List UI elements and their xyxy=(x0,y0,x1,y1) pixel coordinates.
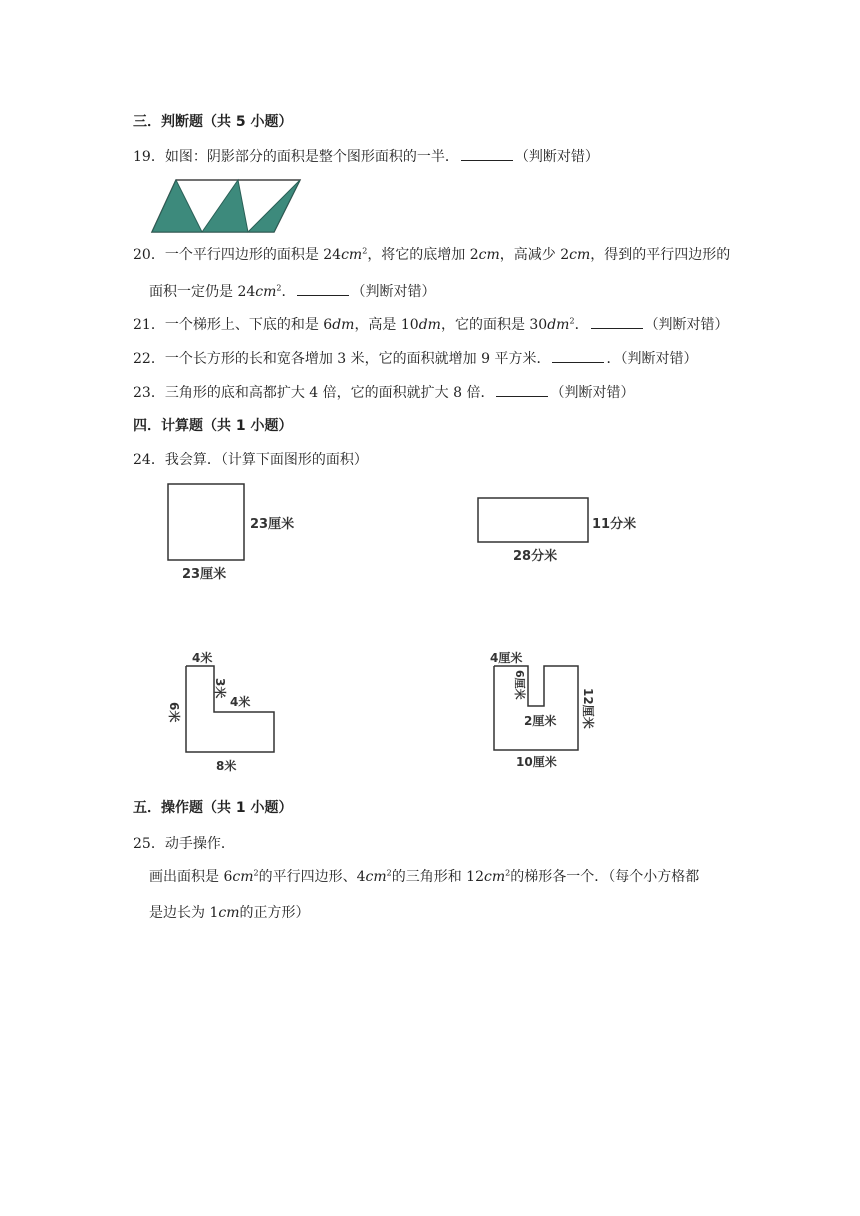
u-inner-horizontal-label: 2厘米 xyxy=(524,714,557,728)
l-top-label: 4米 xyxy=(192,651,213,665)
rectangle-side-label: 11分米 xyxy=(592,517,637,532)
answer-blank-23[interactable] xyxy=(496,382,548,397)
question-21: 21．一个梯形上、下底的和是 6dm，高是 10dm，它的面积是 $30dm^2$． （判断对错） xyxy=(133,314,729,335)
question-25-line-1: 画出面积是 $6cm^2$的平行四边形、$4cm^2$的三角形和 $12cm^2$的梯形各一个．（每个小方格都 xyxy=(149,868,700,885)
square-figure xyxy=(160,478,340,588)
section-heading-calc: 四．计算题（共 1 小题） xyxy=(133,418,293,434)
square-bottom-label: 23厘米 xyxy=(182,567,227,582)
l-left-label: 6米 xyxy=(167,702,181,723)
question-20-line-1: 20．一个平行四边形的面积是 $24cm^2$，将它的底增加 2cm，高减少 2cm，得到的平行四边形的 xyxy=(133,246,731,263)
l-shape-figure xyxy=(160,648,300,778)
answer-blank-21[interactable] xyxy=(591,314,643,329)
parallelogram-figure xyxy=(150,178,302,234)
answer-blank-19[interactable] xyxy=(461,146,513,161)
question-19: 19．如图：阴影部分的面积是整个图形面积的一半． （判断对错） xyxy=(133,146,599,167)
u-bottom-label: 10厘米 xyxy=(516,755,557,769)
question-20-line-2: 面积一定仍是 $24cm^2$． （判断对错） xyxy=(149,281,435,302)
question-23: 23．三角形的底和高都扩大 4 倍，它的面积就扩大 8 倍． （判断对错） xyxy=(133,382,634,403)
question-22: 22．一个长方形的长和宽各增加 3 米，它的面积就增加 9 平方米． ．（判断对错） xyxy=(133,348,697,369)
u-right-label: 12厘米 xyxy=(581,688,595,729)
section-heading-judge: 三．判断题（共 5 小题） xyxy=(133,114,293,130)
u-top-label: 4厘米 xyxy=(490,651,523,665)
rectangle-bottom-label: 28分米 xyxy=(513,549,558,564)
u-shape-figure xyxy=(486,648,626,773)
question-24: 24．我会算．（计算下面图形的面积） xyxy=(133,452,368,468)
l-inner-vertical-label: 3米 xyxy=(213,678,227,699)
l-bottom-label: 8米 xyxy=(216,759,237,773)
square-side-label: 23厘米 xyxy=(250,517,295,532)
u-inner-vertical-label: 6厘米 xyxy=(513,670,526,700)
question-25: 25．动手操作． xyxy=(133,836,235,852)
question-25-line-2: 是边长为 1cm的正方形） xyxy=(149,905,310,921)
l-inner-horizontal-label: 4米 xyxy=(230,695,251,709)
answer-blank-20[interactable] xyxy=(297,281,349,296)
section-heading-operate: 五．操作题（共 1 小题） xyxy=(133,800,293,816)
rectangle-figure xyxy=(470,490,650,570)
answer-blank-22[interactable] xyxy=(552,348,604,363)
